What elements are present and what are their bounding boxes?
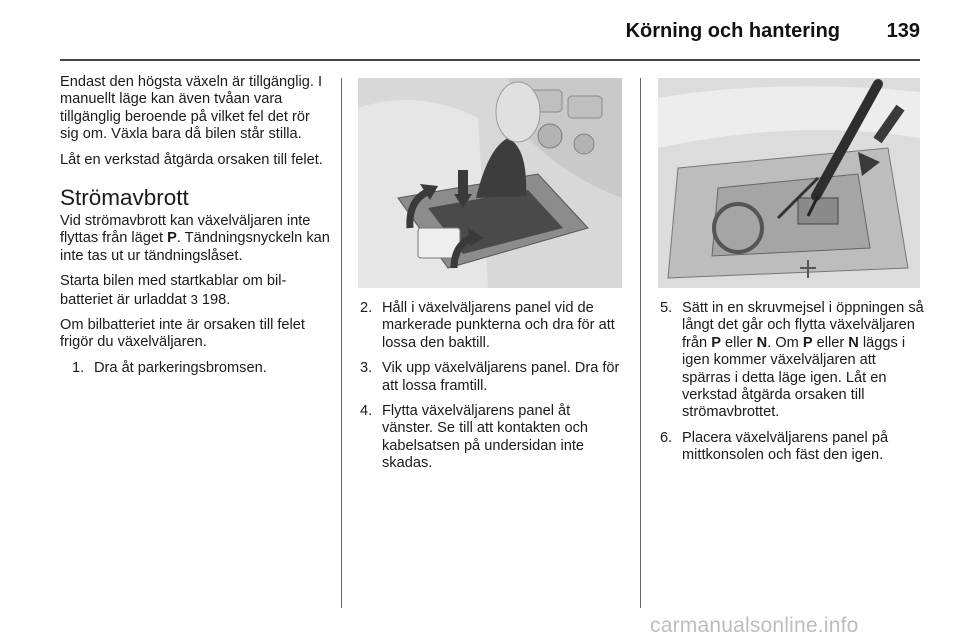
step-number: 4. bbox=[360, 403, 373, 420]
step-3 bbox=[360, 360, 624, 395]
page-reference-icon: 3 bbox=[190, 291, 198, 307]
step-text: Håll i växelväljarens panel vid de markerade punkterna och dra för att lossa den baktill. bbox=[382, 300, 615, 351]
paragraph-power-failure: Vid strömavbrott kan växelväljaren inte flyttas från läget P. Tändningsnyckeln kan inte tas ut ur tändningslåset. bbox=[60, 213, 330, 264]
column-1 bbox=[60, 74, 332, 385]
step-number: 2. bbox=[360, 300, 373, 316]
step-text: Dra åt parkeringsbromsen. bbox=[94, 359, 267, 376]
step-4 bbox=[360, 403, 624, 473]
section-heading-power-failure: Strömavbrott bbox=[60, 185, 189, 211]
step-text: Sätt in en skruvmejsel i öppningen så långt det går och flytta växelväljaren från P eller N. Om P eller N läggs i igen kommer växelväljaren att spärras i detta läge igen. Låt en verkstad åtgärda orsaken till strömavbrottet. bbox=[682, 300, 924, 421]
step-number: 5. bbox=[660, 300, 673, 316]
step-text: Placera växelväljarens panel på mittkonsolen och fäst den igen. bbox=[682, 429, 889, 464]
figure-gear-selector-panel bbox=[358, 78, 622, 288]
step-number: 1. bbox=[72, 359, 85, 376]
column-divider-2 bbox=[640, 78, 641, 608]
step-1 bbox=[72, 360, 332, 377]
header-rule bbox=[60, 59, 920, 61]
step-number: 3. bbox=[360, 360, 373, 377]
step-text: Vik upp växelväljarens panel. Dra för att lossa framtill. bbox=[382, 360, 620, 394]
figure-screwdriver-release bbox=[658, 78, 920, 288]
step-5 bbox=[660, 300, 924, 422]
paragraph-jump-start: Starta bilen med startkablar om bilbatteriet är urladdat 3 198. bbox=[60, 273, 287, 308]
step-number: 6. bbox=[660, 429, 673, 446]
page-number: 139 bbox=[886, 20, 920, 42]
column-3 bbox=[660, 300, 924, 473]
gear-p-label: P bbox=[167, 230, 177, 247]
step-2 bbox=[360, 300, 624, 352]
column-2 bbox=[360, 300, 624, 481]
paragraph-fallback-gear: Endast den högsta växeln är tillgänglig. I manuellt läge kan även tvåan vara tillgänglig beroende på vilket fel det rör sig om. Växla bara då bilen står stilla. bbox=[60, 74, 323, 143]
paragraph-workshop: Låt en verkstad åtgärda orsaken till felet. bbox=[60, 151, 323, 168]
paragraph-release-selector: Om bilbatteriet inte är orsaken till felet frigör du växelväljaren. bbox=[60, 317, 305, 351]
column-divider-1 bbox=[341, 78, 342, 608]
step-6 bbox=[660, 430, 924, 465]
step-text: Flytta växelväljarens panel åt vänster. Se till att kontakten och kabelsatsen på undersidan inte skadas. bbox=[382, 403, 589, 472]
page-header-title: Körning och hantering bbox=[625, 20, 840, 42]
watermark: carmanualsonline.info bbox=[650, 614, 859, 637]
